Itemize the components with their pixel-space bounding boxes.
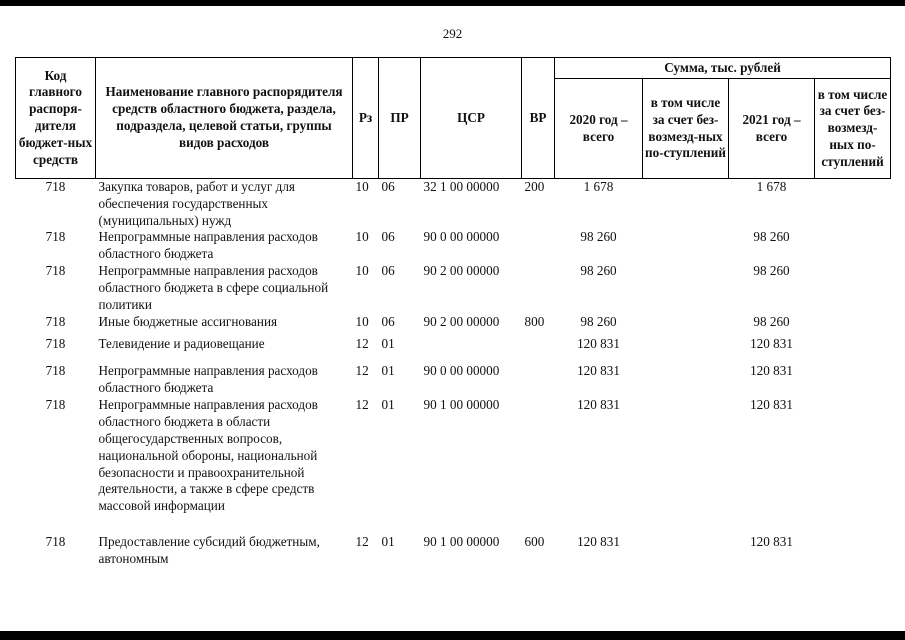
cell-2021-total: 120 831 bbox=[750, 397, 793, 413]
cell-2021-free bbox=[815, 263, 891, 314]
table-body bbox=[16, 179, 891, 571]
cell-pr: 01 bbox=[381, 534, 395, 550]
cell-2021-free bbox=[815, 397, 891, 534]
cell-csr: 90 1 00 00000 bbox=[423, 534, 500, 550]
cell-pr: 06 bbox=[381, 314, 395, 330]
cell-vr: 200 bbox=[524, 179, 545, 194]
cell-pr: 01 bbox=[381, 363, 395, 379]
table-row bbox=[16, 263, 891, 314]
cell-csr: 90 2 00 00000 bbox=[423, 263, 500, 279]
cell-vr bbox=[522, 363, 555, 397]
table-header bbox=[16, 58, 891, 179]
table-row bbox=[16, 336, 891, 363]
table-row bbox=[16, 534, 891, 570]
cell-2021-total: 120 831 bbox=[750, 363, 793, 379]
cell-2020-free bbox=[643, 263, 729, 314]
cell-csr: 32 1 00 00000 bbox=[423, 179, 500, 194]
cell-rz: 10 bbox=[355, 263, 369, 279]
cell-2021-free bbox=[815, 314, 891, 336]
header-2020-free: в том числе за счет без-возмезд-ных по-ступлений bbox=[643, 79, 729, 179]
cell-2021-total: 1 678 bbox=[756, 179, 787, 194]
header-vr: ВР bbox=[522, 58, 555, 179]
cell-2020-free bbox=[643, 179, 729, 230]
cell-2021-total: 98 260 bbox=[753, 314, 790, 330]
cell-name: Непрограммные направления расходов областного бюджета в сфере социальной политики bbox=[98, 263, 329, 312]
cell-vr: 600 bbox=[524, 534, 545, 550]
cell-csr: 90 0 00 00000 bbox=[423, 363, 500, 379]
cell-code: 718 bbox=[45, 314, 66, 330]
header-2021-free: в том числе за счет без-возмезд-ных по-ступлений bbox=[815, 79, 891, 179]
cell-code: 718 bbox=[45, 263, 66, 279]
table-row bbox=[16, 229, 891, 263]
cell-2020-total: 98 260 bbox=[580, 314, 617, 330]
cell-code: 718 bbox=[45, 229, 66, 245]
cell-name: Предоставление субсидий бюджетным, автономным bbox=[98, 534, 320, 567]
table-row bbox=[16, 179, 891, 230]
cell-2020-total: 98 260 bbox=[580, 229, 617, 245]
cell-rz: 10 bbox=[355, 314, 369, 330]
cell-rz: 12 bbox=[355, 397, 369, 413]
cell-code: 718 bbox=[45, 363, 66, 379]
cell-pr: 01 bbox=[381, 397, 395, 413]
cell-rz: 12 bbox=[355, 363, 369, 379]
cell-rz: 12 bbox=[355, 534, 369, 550]
cell-2020-total: 120 831 bbox=[577, 363, 620, 379]
cell-csr bbox=[421, 336, 522, 363]
cell-code: 718 bbox=[45, 534, 66, 550]
cell-pr: 01 bbox=[381, 336, 395, 352]
cell-2021-free bbox=[815, 179, 891, 230]
cell-code: 718 bbox=[45, 179, 66, 194]
header-name: Наименование главного распорядителя средств областного бюджета, раздела, подраздела, целевой статьи, группы видов расходов bbox=[96, 58, 353, 179]
cell-name: Непрограммные направления расходов областного бюджета bbox=[98, 363, 318, 396]
cell-pr: 06 bbox=[381, 263, 395, 279]
cell-name: Иные бюджетные ассигнования bbox=[98, 314, 278, 330]
cell-vr bbox=[522, 263, 555, 314]
cell-csr: 90 2 00 00000 bbox=[423, 314, 500, 330]
cell-2021-free bbox=[815, 336, 891, 363]
cell-vr bbox=[522, 397, 555, 534]
cell-vr: 800 bbox=[524, 314, 545, 330]
scan-border-top bbox=[0, 0, 905, 6]
scan-border-bottom bbox=[0, 631, 905, 640]
cell-rz: 12 bbox=[355, 336, 369, 352]
table-row bbox=[16, 397, 891, 534]
cell-vr bbox=[522, 229, 555, 263]
page-number: 292 bbox=[442, 26, 463, 41]
table-row bbox=[16, 314, 891, 336]
cell-2021-total: 98 260 bbox=[753, 229, 790, 245]
cell-2020-free bbox=[643, 363, 729, 397]
cell-csr: 90 1 00 00000 bbox=[423, 397, 500, 413]
cell-2020-total: 120 831 bbox=[577, 336, 620, 352]
table-row bbox=[16, 363, 891, 397]
cell-2021-total: 120 831 bbox=[750, 336, 793, 352]
cell-2020-free bbox=[643, 336, 729, 363]
cell-name: Непрограммные направления расходов областного бюджета bbox=[98, 229, 318, 262]
cell-2021-free bbox=[815, 363, 891, 397]
budget-table bbox=[15, 57, 891, 570]
cell-pr: 06 bbox=[381, 179, 395, 194]
cell-rz: 10 bbox=[355, 179, 369, 194]
cell-2020-total: 120 831 bbox=[577, 534, 620, 550]
header-csr: ЦСР bbox=[421, 58, 522, 179]
cell-vr bbox=[522, 336, 555, 363]
cell-code: 718 bbox=[45, 397, 66, 413]
cell-csr: 90 0 00 00000 bbox=[423, 229, 500, 245]
header-code: Код главного распоря-дителя бюджет-ных средств bbox=[16, 58, 96, 179]
cell-2020-total: 98 260 bbox=[580, 263, 617, 279]
cell-2020-free bbox=[643, 534, 729, 570]
cell-code: 718 bbox=[45, 336, 66, 352]
cell-2020-free bbox=[643, 397, 729, 534]
cell-2020-free bbox=[643, 229, 729, 263]
cell-2021-free bbox=[815, 534, 891, 570]
cell-name: Непрограммные направления расходов областного бюджета в области общегосударственных вопросов, национальной обороны, национальной безопасности и правоохранительной деятельности, а также в сфере средств массовой информации bbox=[98, 397, 318, 514]
header-2021-total: 2021 год – всего bbox=[729, 79, 815, 179]
cell-name: Телевидение и радиовещание bbox=[98, 336, 265, 352]
header-2020-total: 2020 год – всего bbox=[555, 79, 643, 179]
cell-rz: 10 bbox=[355, 229, 369, 245]
header-pr: ПР bbox=[379, 58, 421, 179]
cell-2021-total: 120 831 bbox=[750, 534, 793, 550]
header-rz: Рз bbox=[353, 58, 379, 179]
cell-name: Закупка товаров, работ и услуг для обеспечения государственных (муниципальных) нужд bbox=[98, 179, 295, 228]
cell-2021-free bbox=[815, 229, 891, 263]
cell-2020-total: 120 831 bbox=[577, 397, 620, 413]
header-sum: Сумма, тыс. рублей bbox=[555, 58, 891, 79]
cell-2021-total: 98 260 bbox=[753, 263, 790, 279]
cell-2020-free bbox=[643, 314, 729, 336]
cell-pr: 06 bbox=[381, 229, 395, 245]
cell-2020-total: 1 678 bbox=[583, 179, 614, 194]
